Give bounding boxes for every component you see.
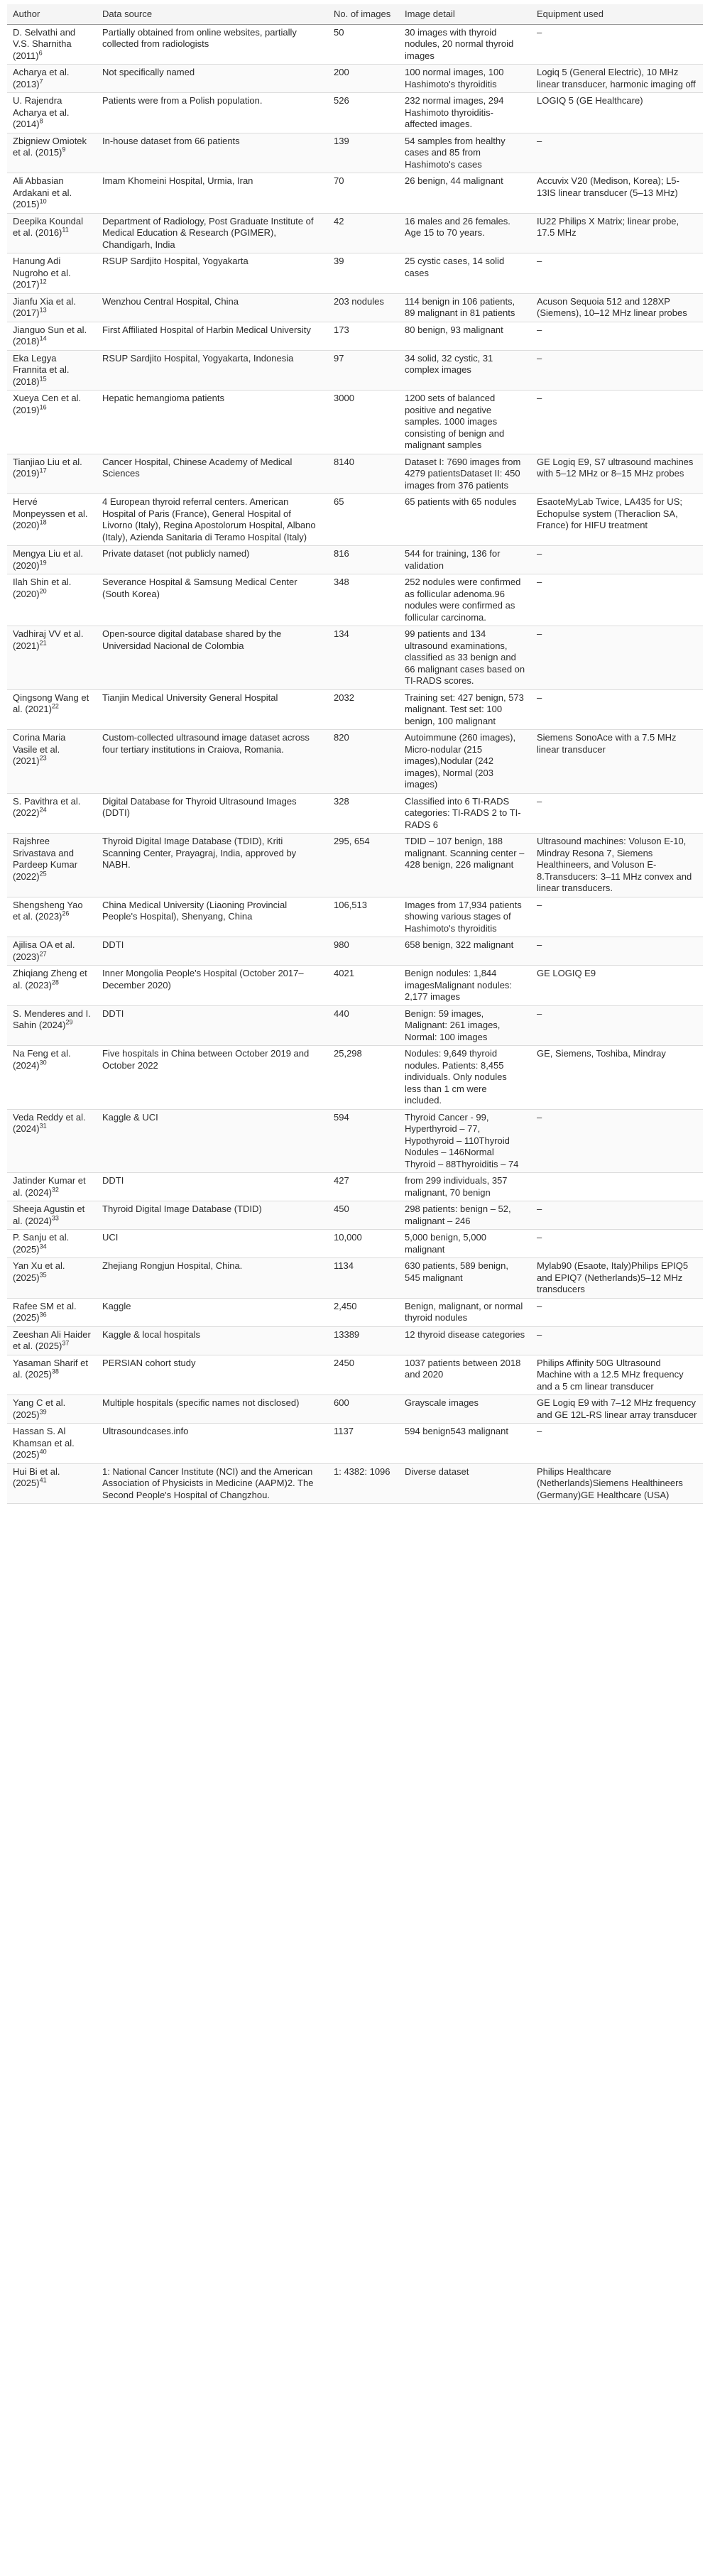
cell-image-detail: Thyroid Cancer - 99, Hyperthyroid – 77, Hypothyroid – 110Thyroid Nodules – 146Normal Thyroid – 88Thyroiditis – 74 xyxy=(399,1109,531,1173)
cell-author xyxy=(7,253,97,294)
cell-data-source: Hepatic hemangioma patients xyxy=(97,391,328,454)
cell-image-detail: Classified into 6 TI-RADS categories: TI-RADS 2 to TI-RADS 6 xyxy=(399,793,531,834)
cell-no-of-images: 10,000 xyxy=(328,1230,399,1258)
table-row xyxy=(7,1046,703,1110)
reference-number: 39 xyxy=(39,1408,47,1416)
cell-data-source: RSUP Sardjito Hospital, Yogyakarta, Indonesia xyxy=(97,350,328,391)
table-row xyxy=(7,834,703,897)
reference-number: 11 xyxy=(62,226,69,234)
cell-image-detail: 54 samples from healthy cases and 85 from Hashimoto's cases xyxy=(399,133,531,173)
cell-no-of-images: 820 xyxy=(328,730,399,794)
reference-number: 15 xyxy=(39,375,47,383)
reference-number: 18 xyxy=(39,518,47,526)
reference-number: 29 xyxy=(65,1018,73,1026)
cell-image-detail: 80 benign, 93 malignant xyxy=(399,322,531,350)
reference-number: 6 xyxy=(38,49,43,57)
cell-no-of-images: 594 xyxy=(328,1109,399,1173)
author-name: Jianguo Sun et al. (2018) xyxy=(13,324,87,346)
cell-equipment-used: – xyxy=(531,1298,703,1326)
cell-author xyxy=(7,1424,97,1464)
cell-author xyxy=(7,730,97,794)
cell-author xyxy=(7,1463,97,1504)
cell-equipment-used: – xyxy=(531,1326,703,1355)
cell-equipment-used xyxy=(531,1173,703,1201)
cell-equipment-used: – xyxy=(531,1230,703,1258)
cell-equipment-used: Acuson Sequoia 512 and 128XP (Siemens), 10–12 MHz linear probes xyxy=(531,293,703,322)
cell-equipment-used: – xyxy=(531,133,703,173)
author-name: U. Rajendra Acharya et al. (2014) xyxy=(13,95,70,129)
cell-no-of-images: 39 xyxy=(328,253,399,294)
table-row xyxy=(7,1173,703,1201)
table-row xyxy=(7,1005,703,1046)
author-name: Zbigniew Omiotek et al. (2015) xyxy=(13,135,87,158)
author-name: S. Pavithra et al. (2022) xyxy=(13,795,81,818)
cell-author xyxy=(7,454,97,494)
table-body xyxy=(7,24,703,1504)
reference-number: 23 xyxy=(39,754,47,762)
header-row xyxy=(7,4,703,24)
cell-no-of-images: 526 xyxy=(328,93,399,133)
cell-image-detail: Benign nodules: 1,844 imagesMalignant nodules: 2,177 images xyxy=(399,966,531,1006)
cell-equipment-used: GE LOGIQ E9 xyxy=(531,966,703,1006)
cell-data-source: DDTI xyxy=(97,1005,328,1046)
table-row xyxy=(7,1463,703,1504)
cell-equipment-used: LOGIQ 5 (GE Healthcare) xyxy=(531,93,703,133)
author-name: Hassan S. Al Khamsan et al. (2025) xyxy=(13,1426,75,1460)
cell-image-detail: 65 patients with 65 nodules xyxy=(399,494,531,546)
cell-data-source: Tianjin Medical University General Hospital xyxy=(97,689,328,730)
cell-author xyxy=(7,1173,97,1201)
author-name: Zhiqiang Zheng et al. (2023) xyxy=(13,968,87,990)
reference-number: 30 xyxy=(39,1059,47,1066)
reference-number: 13 xyxy=(39,306,47,314)
author-name: Hervé Monpeyssen et al. (2020) xyxy=(13,496,88,530)
table-row xyxy=(7,626,703,690)
cell-data-source: Not specifically named xyxy=(97,65,328,93)
table-row xyxy=(7,253,703,294)
cell-data-source: Partially obtained from online websites, partially collected from radiologists xyxy=(97,24,328,65)
author-name: Rafee SM et al. (2025) xyxy=(13,1300,77,1323)
table-row xyxy=(7,897,703,937)
table-row xyxy=(7,454,703,494)
table-row xyxy=(7,293,703,322)
cell-image-detail: 630 patients, 589 benign, 545 malignant xyxy=(399,1258,531,1299)
table-row xyxy=(7,1395,703,1424)
cell-equipment-used: – xyxy=(531,1109,703,1173)
author-name: Yan Xu et al. (2025) xyxy=(13,1260,65,1283)
author-name: P. Sanju et al. (2025) xyxy=(13,1232,70,1255)
cell-no-of-images: 295, 654 xyxy=(328,834,399,897)
author-name: Jatinder Kumar et al. (2024) xyxy=(13,1175,86,1198)
cell-equipment-used: – xyxy=(531,574,703,626)
author-name: Mengya Liu et al. (2020) xyxy=(13,548,84,571)
cell-data-source: Cancer Hospital, Chinese Academy of Medical Sciences xyxy=(97,454,328,494)
table-row xyxy=(7,793,703,834)
cell-no-of-images: 450 xyxy=(328,1201,399,1230)
cell-no-of-images: 1134 xyxy=(328,1258,399,1299)
table-row xyxy=(7,1298,703,1326)
author-name: Hanung Adi Nugroho et al. (2017) xyxy=(13,256,71,290)
author-name: Jianfu Xia et al. (2017) xyxy=(13,295,76,318)
cell-author xyxy=(7,133,97,173)
cell-image-detail: Images from 17,934 patients showing various stages of Hashimoto's thyroiditis xyxy=(399,897,531,937)
cell-author xyxy=(7,1046,97,1110)
cell-author xyxy=(7,173,97,214)
reference-number: 25 xyxy=(39,870,47,878)
cell-author xyxy=(7,65,97,93)
table-row xyxy=(7,1201,703,1230)
table-row xyxy=(7,1424,703,1464)
reference-number: 38 xyxy=(51,1368,59,1375)
reference-number: 22 xyxy=(51,702,59,710)
cell-no-of-images: 816 xyxy=(328,546,399,574)
cell-data-source: 1: National Cancer Institute (NCI) and the American Association of Physicists in Medicine (AAPM)2. The Second People's Hospital of Changzhou. xyxy=(97,1463,328,1504)
cell-data-source: RSUP Sardjito Hospital, Yogyakarta xyxy=(97,253,328,294)
cell-data-source: DDTI xyxy=(97,1173,328,1201)
author-name: Yasaman Sharif et al. (2025) xyxy=(13,1357,88,1380)
cell-author xyxy=(7,574,97,626)
cell-image-detail: 298 patients: benign – 52, malignant – 246 xyxy=(399,1201,531,1230)
cell-equipment-used: Accuvix V20 (Medison, Korea); L5-13IS linear transducer (5–13 MHz) xyxy=(531,173,703,214)
cell-no-of-images: 200 xyxy=(328,65,399,93)
cell-data-source: Private dataset (not publicly named) xyxy=(97,546,328,574)
cell-image-detail: 1200 sets of balanced positive and negative samples. 1000 images consisting of benign and malignant samples xyxy=(399,391,531,454)
cell-no-of-images: 4021 xyxy=(328,966,399,1006)
cell-equipment-used: Mylab90 (Esaote, Italy)Philips EPIQ5 and EPIQ7 (Netherlands)5–12 MHz transducers xyxy=(531,1258,703,1299)
cell-equipment-used: – xyxy=(531,897,703,937)
table-row xyxy=(7,730,703,794)
table-row xyxy=(7,1258,703,1299)
cell-data-source: Thyroid Digital Image Database (TDID), Kriti Scanning Center, Prayagraj, India, approved by NABH. xyxy=(97,834,328,897)
author-name: Qingsong Wang et al. (2021) xyxy=(13,692,89,714)
cell-author xyxy=(7,1355,97,1395)
cell-no-of-images: 139 xyxy=(328,133,399,173)
cell-author xyxy=(7,350,97,391)
table-row xyxy=(7,1326,703,1355)
cell-author xyxy=(7,966,97,1006)
reference-number: 24 xyxy=(39,806,47,814)
cell-author xyxy=(7,1326,97,1355)
cell-data-source: DDTI xyxy=(97,937,328,966)
cell-equipment-used: GE, Siemens, Toshiba, Mindray xyxy=(531,1046,703,1110)
cell-equipment-used: GE Logiq E9, S7 ultrasound machines with 5–12 MHz or 8–15 MHz probes xyxy=(531,454,703,494)
cell-image-detail: 100 normal images, 100 Hashimoto's thyroiditis xyxy=(399,65,531,93)
cell-no-of-images: 427 xyxy=(328,1173,399,1201)
table-row xyxy=(7,93,703,133)
reference-number: 41 xyxy=(39,1476,47,1484)
study-table xyxy=(7,4,703,1504)
reference-number: 16 xyxy=(39,403,47,411)
reference-number: 19 xyxy=(39,559,47,567)
author-name: Xueya Cen et al. (2019) xyxy=(13,393,82,415)
cell-author xyxy=(7,626,97,690)
cell-image-detail: 25 cystic cases, 14 solid cases xyxy=(399,253,531,294)
reference-number: 34 xyxy=(39,1243,47,1250)
reference-number: 35 xyxy=(39,1271,47,1279)
table-row xyxy=(7,546,703,574)
cell-data-source: Severance Hospital & Samsung Medical Center (South Korea) xyxy=(97,574,328,626)
table-row xyxy=(7,494,703,546)
reference-number: 32 xyxy=(51,1186,59,1194)
author-name: Eka Legya Frannita et al. (2018) xyxy=(13,352,70,387)
cell-author xyxy=(7,1258,97,1299)
cell-data-source: First Affiliated Hospital of Harbin Medical University xyxy=(97,322,328,350)
cell-data-source: Inner Mongolia People's Hospital (October 2017–December 2020) xyxy=(97,966,328,1006)
cell-author xyxy=(7,793,97,834)
cell-data-source: Digital Database for Thyroid Ultrasound Images (DDTI) xyxy=(97,793,328,834)
cell-equipment-used: – xyxy=(531,350,703,391)
cell-image-detail: 99 patients and 134 ultrasound examinations, classified as 33 benign and 66 malignant cases based on TI-RADS scores. xyxy=(399,626,531,690)
reference-number: 31 xyxy=(39,1122,47,1130)
cell-author xyxy=(7,897,97,937)
cell-author xyxy=(7,689,97,730)
table-row xyxy=(7,391,703,454)
cell-image-detail: 252 nodules were confirmed as follicular adenoma.96 nodules were confirmed as follicular carcinoma. xyxy=(399,574,531,626)
reference-number: 26 xyxy=(62,910,70,917)
cell-image-detail: Training set: 427 benign, 573 malignant. Test set: 100 benign, 100 malignant xyxy=(399,689,531,730)
table-row xyxy=(7,322,703,350)
table-row xyxy=(7,1355,703,1395)
table-row xyxy=(7,966,703,1006)
cell-equipment-used: – xyxy=(531,322,703,350)
cell-image-detail: 594 benign543 malignant xyxy=(399,1424,531,1464)
reference-number: 9 xyxy=(62,146,66,153)
author-name: Ilah Shin et al. (2020) xyxy=(13,577,72,599)
cell-no-of-images: 440 xyxy=(328,1005,399,1046)
cell-data-source: Five hospitals in China between October 2019 and October 2022 xyxy=(97,1046,328,1110)
cell-no-of-images: 600 xyxy=(328,1395,399,1424)
table-header xyxy=(7,4,703,24)
cell-image-detail: Benign, malignant, or normal thyroid nodules xyxy=(399,1298,531,1326)
cell-no-of-images: 65 xyxy=(328,494,399,546)
header-author: Author xyxy=(7,4,97,24)
cell-no-of-images: 97 xyxy=(328,350,399,391)
cell-image-detail: Autoimmune (260 images), Micro-nodular (215 images),Nodular (242 images), Normal (203 images) xyxy=(399,730,531,794)
cell-no-of-images: 203 nodules xyxy=(328,293,399,322)
reference-number: 33 xyxy=(51,1214,59,1222)
cell-image-detail: TDID – 107 benign, 188 malignant. Scanning center – 428 benign, 226 malignant xyxy=(399,834,531,897)
author-name: Acharya et al. (2013) xyxy=(13,67,70,89)
cell-data-source: In-house dataset from 66 patients xyxy=(97,133,328,173)
table-row xyxy=(7,173,703,214)
cell-image-detail: 232 normal images, 294 Hashimoto thyroiditis-affected images. xyxy=(399,93,531,133)
cell-image-detail: Nodules: 9,649 thyroid nodules. Patients: 8,455 individuals. Only nodules less than 1 cm were included. xyxy=(399,1046,531,1110)
cell-image-detail: Benign: 59 images, Malignant: 261 images, Normal: 100 images xyxy=(399,1005,531,1046)
cell-data-source: China Medical University (Liaoning Provincial People's Hospital), Shenyang, China xyxy=(97,897,328,937)
cell-image-detail: from 299 individuals, 357 malignant, 70 benign xyxy=(399,1173,531,1201)
cell-equipment-used: – xyxy=(531,391,703,454)
reference-number: 7 xyxy=(39,77,43,85)
cell-data-source: Thyroid Digital Image Database (TDID) xyxy=(97,1201,328,1230)
author-name: Na Feng et al. (2024) xyxy=(13,1048,71,1071)
cell-data-source: Kaggle & UCI xyxy=(97,1109,328,1173)
cell-image-detail: 5,000 benign, 5,000 malignant xyxy=(399,1230,531,1258)
cell-equipment-used: – xyxy=(531,626,703,690)
cell-data-source: Kaggle xyxy=(97,1298,328,1326)
reference-number: 12 xyxy=(39,278,47,285)
cell-no-of-images: 1: 4382: 1096 xyxy=(328,1463,399,1504)
cell-equipment-used: – xyxy=(531,1201,703,1230)
cell-no-of-images: 50 xyxy=(328,24,399,65)
author-name: Shengsheng Yao et al. (2023) xyxy=(13,899,83,922)
header-data-source: Data source xyxy=(97,4,328,24)
reference-number: 10 xyxy=(39,197,47,205)
cell-image-detail: 30 images with thyroid nodules, 20 normal thyroid images xyxy=(399,24,531,65)
cell-no-of-images: 348 xyxy=(328,574,399,626)
cell-image-detail: 1037 patients between 2018 and 2020 xyxy=(399,1355,531,1395)
cell-image-detail: Dataset I: 7690 images from 4279 patientsDataset II: 450 images from 376 patients xyxy=(399,454,531,494)
cell-data-source: Imam Khomeini Hospital, Urmia, Iran xyxy=(97,173,328,214)
author-name: Sheeja Agustin et al. (2024) xyxy=(13,1204,85,1226)
reference-number: 28 xyxy=(51,978,59,986)
cell-no-of-images: 328 xyxy=(328,793,399,834)
author-name: Corina Maria Vasile et al. (2021) xyxy=(13,732,66,766)
cell-data-source: Custom-collected ultrasound image dataset across four tertiary institutions in Craiova, Romania. xyxy=(97,730,328,794)
cell-author xyxy=(7,1109,97,1173)
cell-image-detail: 544 for training, 136 for validation xyxy=(399,546,531,574)
reference-number: 20 xyxy=(39,587,47,595)
cell-data-source: Department of Radiology, Post Graduate Institute of Medical Education & Research (PGIMER), Chandigarh, India xyxy=(97,213,328,253)
cell-no-of-images: 2,450 xyxy=(328,1298,399,1326)
cell-author xyxy=(7,1298,97,1326)
author-name: Yang C et al. (2025) xyxy=(13,1397,66,1420)
cell-equipment-used: – xyxy=(531,546,703,574)
cell-equipment-used: – xyxy=(531,1424,703,1464)
reference-number: 17 xyxy=(39,466,47,474)
cell-image-detail: 114 benign in 106 patients, 89 malignant in 81 patients xyxy=(399,293,531,322)
author-name: Tianjiao Liu et al. (2019) xyxy=(13,456,82,479)
cell-image-detail: 26 benign, 44 malignant xyxy=(399,173,531,214)
cell-author xyxy=(7,1395,97,1424)
cell-data-source: Kaggle & local hospitals xyxy=(97,1326,328,1355)
cell-no-of-images: 25,298 xyxy=(328,1046,399,1110)
cell-author xyxy=(7,93,97,133)
cell-data-source: UCI xyxy=(97,1230,328,1258)
cell-no-of-images: 13389 xyxy=(328,1326,399,1355)
table-row xyxy=(7,65,703,93)
table-row xyxy=(7,574,703,626)
table-row xyxy=(7,689,703,730)
cell-equipment-used: – xyxy=(531,24,703,65)
cell-data-source: Ultrasoundcases.info xyxy=(97,1424,328,1464)
cell-data-source: Open-source digital database shared by the Universidad Nacional de Colombia xyxy=(97,626,328,690)
cell-author xyxy=(7,546,97,574)
cell-image-detail: 658 benign, 322 malignant xyxy=(399,937,531,966)
cell-data-source: Multiple hospitals (specific names not disclosed) xyxy=(97,1395,328,1424)
cell-author xyxy=(7,937,97,966)
cell-data-source: PERSIAN cohort study xyxy=(97,1355,328,1395)
cell-author xyxy=(7,293,97,322)
cell-equipment-used: – xyxy=(531,253,703,294)
author-name: D. Selvathi and V.S. Sharnitha (2011) xyxy=(13,26,76,61)
reference-number: 37 xyxy=(62,1339,70,1347)
cell-data-source: Patients were from a Polish population. xyxy=(97,93,328,133)
cell-equipment-used: – xyxy=(531,937,703,966)
cell-no-of-images: 106,513 xyxy=(328,897,399,937)
cell-no-of-images: 2450 xyxy=(328,1355,399,1395)
cell-image-detail: Grayscale images xyxy=(399,1395,531,1424)
cell-image-detail: 12 thyroid disease categories xyxy=(399,1326,531,1355)
cell-equipment-used: Ultrasound machines: Voluson E-10, Mindray Resona 7, Siemens Healthineers, and Voluson E-8.Transducers: 3–11 MHz convex and linear transducers. xyxy=(531,834,703,897)
cell-image-detail: 16 males and 26 females. Age 15 to 70 years. xyxy=(399,213,531,253)
cell-equipment-used: Logiq 5 (General Electric), 10 MHz linear transducer, harmonic imaging off xyxy=(531,65,703,93)
cell-author xyxy=(7,1201,97,1230)
cell-no-of-images: 1137 xyxy=(328,1424,399,1464)
cell-no-of-images: 134 xyxy=(328,626,399,690)
reference-number: 14 xyxy=(39,334,47,342)
cell-author xyxy=(7,391,97,454)
cell-author xyxy=(7,834,97,897)
author-name: Veda Reddy et al. (2024) xyxy=(13,1111,86,1134)
reference-number: 27 xyxy=(39,950,47,958)
reference-number: 8 xyxy=(39,117,43,125)
cell-image-detail: Diverse dataset xyxy=(399,1463,531,1504)
cell-equipment-used: EsaoteMyLab Twice, LA435 for US; Echopulse system (Theraclion SA, France) for HIFU treatment xyxy=(531,494,703,546)
table-row xyxy=(7,1230,703,1258)
table-row xyxy=(7,350,703,391)
cell-equipment-used: – xyxy=(531,689,703,730)
author-name: Hui Bi et al. (2025) xyxy=(13,1466,60,1488)
cell-author xyxy=(7,322,97,350)
cell-data-source: Zhejiang Rongjun Hospital, China. xyxy=(97,1258,328,1299)
cell-equipment-used: GE Logiq E9 with 7–12 MHz frequency and GE 12L-RS linear array transducer xyxy=(531,1395,703,1424)
cell-author xyxy=(7,1005,97,1046)
cell-no-of-images: 173 xyxy=(328,322,399,350)
cell-no-of-images: 8140 xyxy=(328,454,399,494)
author-name: Vadhiraj VV et al. (2021) xyxy=(13,628,84,651)
author-name: Rajshree Srivastava and Pardeep Kumar (2022) xyxy=(13,836,78,882)
cell-author xyxy=(7,24,97,65)
cell-no-of-images: 42 xyxy=(328,213,399,253)
reference-number: 40 xyxy=(39,1448,47,1456)
header-no-of-images: No. of images xyxy=(328,4,399,24)
cell-no-of-images: 980 xyxy=(328,937,399,966)
table-row xyxy=(7,213,703,253)
cell-equipment-used: IU22 Philips X Matrix; linear probe, 17.5 MHz xyxy=(531,213,703,253)
table-row xyxy=(7,24,703,65)
author-name: Zeeshan Ali Haider et al. (2025) xyxy=(13,1328,91,1351)
header-equipment-used: Equipment used xyxy=(531,4,703,24)
cell-equipment-used: Philips Healthcare (Netherlands)Siemens Healthineers (Germany)GE Healthcare (USA) xyxy=(531,1463,703,1504)
author-name: Ali Abbasian Ardakani et al. (2015) xyxy=(13,175,72,209)
reference-number: 21 xyxy=(39,639,47,647)
cell-author xyxy=(7,1230,97,1258)
cell-no-of-images: 2032 xyxy=(328,689,399,730)
author-name: Ajilisa OA et al. (2023) xyxy=(13,939,75,962)
cell-data-source: 4 European thyroid referral centers. American Hospital of Paris (France), General Hospital of Livorno (Italy), Regina Apostolorum Hospital, Albano (Italy), Azienda Sanitaria di Teramo Hospital (Italy) xyxy=(97,494,328,546)
author-name: Deepika Koundal et al. (2016) xyxy=(13,215,84,238)
table-row xyxy=(7,1109,703,1173)
author-name: S. Menderes and I. Sahin (2024) xyxy=(13,1008,91,1030)
cell-equipment-used: – xyxy=(531,793,703,834)
cell-equipment-used: Siemens SonoAce with a 7.5 MHz linear transducer xyxy=(531,730,703,794)
table-row xyxy=(7,133,703,173)
cell-data-source: Wenzhou Central Hospital, China xyxy=(97,293,328,322)
reference-number: 36 xyxy=(39,1311,47,1319)
cell-author xyxy=(7,494,97,546)
table-row xyxy=(7,937,703,966)
cell-image-detail: 34 solid, 32 cystic, 31 complex images xyxy=(399,350,531,391)
cell-equipment-used: Philips Affinity 50G Ultrasound Machine with a 12.5 MHz frequency and a 5 cm linear transducer xyxy=(531,1355,703,1395)
cell-no-of-images: 3000 xyxy=(328,391,399,454)
cell-equipment-used: – xyxy=(531,1005,703,1046)
cell-author xyxy=(7,213,97,253)
header-image-detail: Image detail xyxy=(399,4,531,24)
cell-no-of-images: 70 xyxy=(328,173,399,214)
